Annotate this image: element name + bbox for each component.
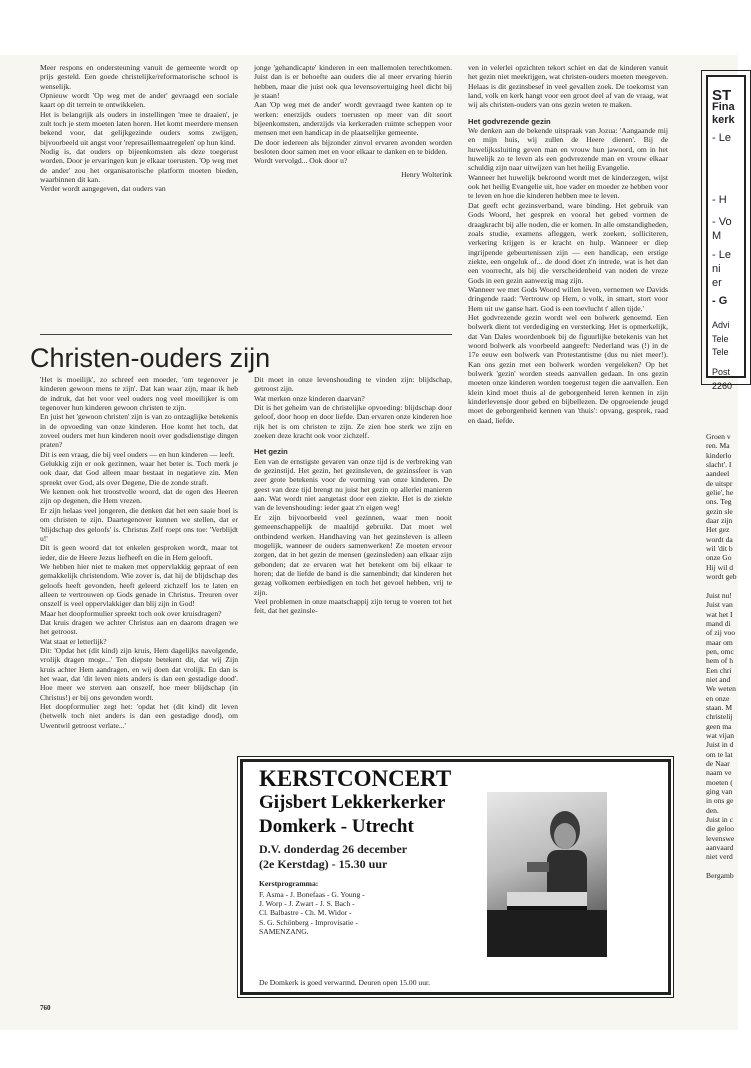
side-column-line: slacht'. I xyxy=(706,460,732,470)
top-column-3 xyxy=(468,63,668,425)
side-column-line: maar om xyxy=(706,637,733,647)
kerstconcert-advert xyxy=(240,759,671,995)
sidebar-box-line: - G xyxy=(712,295,728,307)
top-column-1 xyxy=(40,63,238,331)
paragraph: Het godvrezende gezin wordt wel een bolwerk genoemd. Een bolwerk dient tot verdediging en versterking. Het is opmerkelijk, dat Van Dales woordenboek bij de figuurlijke betekenis van het woord bolwerk als voorbeeld aangeeft: Nederland was (!) in de 17e eeuw een bolwerk van Protestantisme (dus nu niet meer!). Kan ons gezin met een bolwerk worden vergeleken? Op het bolwerk 'gezin' worden steeds aanvallen gedaan. In ons gezin moeten onze kinderen worden toegerust tegen die aanvallen. Een klein kind moet thuis al de geborgenheid leren kennen in zijn kinderlevensje door gebed en bijbellezen. De opgroeiende jeugd moet de geborgenheid kennen van 'thuis': opvang, gesprek, raad en daad, liefde. xyxy=(468,312,668,425)
article-column-1 xyxy=(40,375,238,995)
paragraph: Maar het doopformulier spreekt toch ook over kruisdragen? xyxy=(40,608,222,618)
side-column-line: hem of h xyxy=(706,656,733,666)
side-column-line: Juist van xyxy=(706,600,733,610)
paragraph: Er zijn bijvoorbeeld veel gezinnen, waar men nooit gemeenschappelijk de maaltijd gebruikt. Dat moet wel ontbindend werken. Handhaving van het gezinsleven is alleen mogelijk, wanneer de ouders samenwerken! Ze moeten ervoor zorgen, dat in het gezin de mensen (gezinsleden) aan elkaar zijn gebonden; dat ze ervaren wat het betekent om bij elkaar te horen; dat de liefde de band is die samenbindt; dat kinderen het gezag volkomen eerbiedigen en toch het gevoel hebben, vrij te zijn. xyxy=(254,512,452,597)
sidebar-box-line: Fina xyxy=(712,101,735,113)
side-column-line: wat vijan xyxy=(706,731,735,740)
paragraph: Gelukkig zijn er ook gezinnen, waar het beter is. Toch merk je ook daar, dat God alleen maar bestaat in negatieve zin. Men spreekt over God, als over Degene, Die de zonde straft. xyxy=(40,459,238,487)
paragraph: Het is belangrijk als ouders in instellingen 'mee te draaien', je zult toch je stem moeten laten horen. Het komt meerdere mensen bekend voor, dat gelijkgezinde ouders soms zwijgen, bijvoorbeeld uit angst voor 'represaillemaatregelen' op hun kind. xyxy=(40,109,238,147)
section-divider xyxy=(40,334,452,335)
side-column-line: wordt geb xyxy=(706,572,737,582)
paragraph: Wordt vervolgd... Ook door u? xyxy=(254,156,348,166)
side-column-line: staan. M xyxy=(706,702,733,712)
program-line: F. Asma - J. Bonefaas - G. Young - xyxy=(259,890,365,899)
paragraph: 'Het is moeilijk', zo schreef een moeder, 'om tegenover je kinderen gewoon mens te zijn'. Dat kan waar zijn, maar ik heb de indruk, dat het voor veel ouders nog veel moeilijker is om tegenover hun kinderen gewoon christen te zijn. xyxy=(40,375,238,413)
side-column-line: aanvaard xyxy=(706,843,734,853)
sidebar-box-line: Tele xyxy=(712,347,729,357)
section-heading: Het godvrezende gezin xyxy=(468,116,551,126)
side-column-line: naam ve xyxy=(706,768,732,778)
side-column-line: gezin sle xyxy=(706,506,733,516)
side-column-line xyxy=(706,862,746,871)
sidebar-box-line: - Le xyxy=(712,249,731,261)
side-column-line: We weten xyxy=(706,684,736,694)
paragraph: Een van de ernstigste gevaren van onze tijd is de verbreking van de gezinstijd. Het gezin, het gezinsleven, de gezinssfeer is van zeer grote betekenis voor de vorming van onze kinderen. De geest van deze tijd brengt nu juist het gezin op allerlei manieren aan. Wat wordt niet aangetast door een ziekte. Het is de ziekte van de levenshouding: ieder gaat z'n eigen weg! xyxy=(254,456,452,513)
sidebar-box-line: - Le xyxy=(712,132,731,144)
author-signature: Henry Wolterink xyxy=(401,169,452,179)
paragraph: Veel problemen in onze maatschappij zijn terug te voeren tot het feit, dat het gezinsle- xyxy=(254,596,452,616)
paragraph: Nodig is, dat ouders op bijeenkomsten als deze toegerust worden. Door je ervaringen kun je elkaar toerusten. 'Op weg met de ander' zou het organisatorische platform moeten bieden, waarbinnen dit kan. xyxy=(40,147,238,185)
paragraph: Aan 'Op weg met de ander' wordt gevraagd twee kanten op te werken: enerzijds ouders toerusten op meer van dit soort bijeenkomsten, anderzijds via kerkeraden ruimte scheppen voor mensen met een handicap in de plaatselijke gemeente. xyxy=(254,100,452,138)
paragraph: Het doopformulier zegt het: 'opdat het (dit kind) dit leven (hetwelk toch niet anders is dan een gestadige dood), om Uwentwil getroost verlate...' xyxy=(40,702,238,730)
side-column-line: om te lat xyxy=(706,749,733,759)
advert-venue: Domkerk - Utrecht xyxy=(259,816,414,837)
paragraph: Er zijn helaas veel jongeren, die denken dat het een saaie boel is om christen te zijn. Daartegenover kunnen we stellen, dat er 'blijdschap des geloofs' is. Christus Zelf roept ons toe: 'Verblijdt u!' xyxy=(40,505,238,543)
advert-performer: Gijsbert Lekkerkerker xyxy=(259,792,446,813)
program-line: Cl. Balbastre - Ch. M. Widor - xyxy=(259,908,352,918)
sidebar-box-line: - Vo xyxy=(712,216,732,228)
paragraph: Wanneer we met Gods Woord willen leven, vernemen we Davids dringende raad: 'Vertrouw op Hem, o volk, in smart, stort voor Hem uit uw ganse hart. God is een toevlucht t' allen tijde.' xyxy=(468,284,668,313)
sidebar-box-line: Advi xyxy=(712,320,730,330)
side-column-line: kinderlo xyxy=(706,450,732,460)
paragraph: Meer respons en ondersteuning vanuit de gemeente wordt op prijs gesteld. Een goede christelijke/reformatorische school is wenselijk. xyxy=(40,63,238,91)
side-column-line: en onze xyxy=(706,693,730,703)
advert-time: (2e Kerstdag) - 15.30 uur xyxy=(259,857,388,871)
side-column-line: Het gez xyxy=(706,525,730,535)
sidebar-box-line: er xyxy=(712,277,722,289)
side-column-line: Een chri xyxy=(706,665,732,675)
side-column-line: den. xyxy=(706,805,719,815)
side-column-line: christelij xyxy=(706,712,733,722)
side-column-line: die geloo xyxy=(706,824,735,834)
sidebar-box-line: 2260 xyxy=(712,381,733,391)
side-column-line: onze Go xyxy=(706,553,732,563)
side-column xyxy=(706,432,746,881)
paragraph: Dit is het geheim van de christelijke opvoeding: blijdschap door geloof, door hoop en door liefde. Dan ervaren onze kinderen hoe rijk het is om christen te zijn. Ze zien hoe sterk we zijn en zoeken deze kracht ook voor zichzelf. xyxy=(254,403,452,441)
advert-footer: De Domkerk is goed verwarmd. Deuren open 15.00 uur. xyxy=(259,978,431,987)
side-column-line: gelie', he xyxy=(706,488,734,498)
side-column-line: Groen v xyxy=(706,432,731,441)
paragraph: Dat geeft echt gezinsverband, ware binding. Het gebruik van Gods Woord, het gesprek en vooral het gebed vormen de draagkracht bij alle noden, die er komen. In alle omstandigheden, zoals studie, examens afleggen, werk zoeken, solliciteren, verkering krijgen is er kracht en hulp. Wanneer er diep ingrijpende gebeurtenissen zijn — een handicap, een erstige ziekte, een ongeluk of... de dood doet z'n intrede, wat is het dan een voorrecht, als bij die verscheidenheid van noden de vreze Gods in een gezin aanwezig mag zijn. xyxy=(468,200,668,285)
side-column-line: de uitspr xyxy=(706,478,733,488)
paragraph: Wanneer het huwelijk bekroond wordt met de kinderzegen, wijst ook het heilig Evangelie uit, hoe vader en moeder ze hebben voor te leven en hoe die kinderen hebben mee te leven. xyxy=(468,172,668,201)
paragraph: We denken aan de bekende uitspraak van Jozua: 'Aangaande mij en mijn huis, wij zullen de Heere dienen'. Bij de huwelijkssluiting geven man en vrouw hun jawoord, om in het huwelijk zo te leven als een godvrezende man en vrouw elkaar schuldig zijn naar uitwijzen van het heilig Evangelie. xyxy=(468,126,668,173)
program-line: J. Worp - J. Zwart - J. S. Bach - xyxy=(259,899,355,909)
paragraph: We kennen ook het troostvolle woord, dat de ogen des Heeren zijn op degenen, die Hem vrezen. xyxy=(40,487,238,506)
advert-title: KERSTCONCERT xyxy=(259,766,452,791)
paragraph: Dit is geen woord dat tot enkelen gesproken wordt, maar tot ieder, die de Heere Jezus liefheeft en die in Hem gelooft. xyxy=(40,543,238,562)
side-column-line: Bergamb xyxy=(706,871,734,881)
program-line: SAMENZANG. xyxy=(259,926,309,936)
paragraph: ven in velerlei opzichten tekort schiet en dat de kinderen vanuit het gezin niet meekrijgen, wat christen-ouders moeten meegeven. Helaas is dit gezinsbesef in veel gevallen zoek. De toekomst van land, volk en kerk hangt voor een groot deel af van de vraag, wat wij als christen-ouders van ons gezin weten te maken. xyxy=(468,63,668,110)
article-headline: Christen-ouders zijn xyxy=(30,343,271,373)
program-line: S. G. Schönberg - Improvisatie - xyxy=(259,917,358,927)
side-column-line: Juist in c xyxy=(706,815,734,825)
page-number: 760 xyxy=(40,1004,51,1012)
side-column-line: aandeel xyxy=(706,469,730,479)
side-column-line: Juist in d xyxy=(706,740,734,750)
advert-program-list xyxy=(259,890,365,936)
side-column-line: ren. Ma xyxy=(706,441,730,451)
paragraph: Dit is een vraag, die bij veel ouders — en hun kinderen — leeft. xyxy=(40,449,235,459)
paragraph: Wat merken onze kinderen daarvan? xyxy=(254,393,365,403)
side-column-line: mand di xyxy=(706,618,731,628)
side-column-line: of zij voo xyxy=(706,628,736,638)
paragraph: We hebben hier niet te maken met oppervlakkig gepraat of een gemakkelijk christendom. Wie zover is, dat hij de blijdschap des geloofs heeft gevonden, heeft geleerd zichzelf los te laten en alleen te vertrouwen op Gods genade in Christus. Treuren over onszelf is veel oppervlakkiger dan blij zijn in God! xyxy=(40,561,238,609)
side-column-line: Hij wil d xyxy=(706,562,734,572)
side-column-line: wordt da xyxy=(706,534,733,544)
side-column-line: in ons ge xyxy=(706,796,734,806)
side-column-line: wil 'dit b xyxy=(706,544,733,554)
side-column-line: levenswe xyxy=(706,833,735,843)
advert-program-label: Kerstprogramma: xyxy=(259,879,319,888)
paragraph: Dat kruis dragen we achter Christus aan en daarom dragen we het getroost. xyxy=(40,617,238,637)
side-column-line: pen, omc xyxy=(706,646,734,656)
paragraph: De door iedereen als bijzonder zinvol ervaren avonden worden besloten door samen met en voor elkaar te danken en te bidden. xyxy=(254,137,452,157)
paragraph: Opnieuw wordt 'Op weg met de ander' gevraagd een sociale kaart op dit terrein te ontwikkelen. xyxy=(40,91,238,110)
sidebar-box-line: - H xyxy=(712,194,727,206)
sidebar-box-line: Post xyxy=(712,367,731,377)
side-column-line: wat het I xyxy=(706,609,733,619)
sidebar-box-line: kerk xyxy=(712,114,735,126)
top-column-2 xyxy=(254,63,452,331)
side-column-line: niet and xyxy=(706,674,731,684)
organist-figure-icon xyxy=(487,792,607,957)
side-column-line: Juist nu! xyxy=(706,590,732,600)
side-column-line xyxy=(706,582,746,591)
sidebar-box-line: Tele xyxy=(712,334,729,344)
side-column-line: niet verd xyxy=(706,852,733,862)
paragraph: Dit: 'Opdat het (dit kind) zijn kruis, Hem dagelijks navolgende, vrolijk dragen moge...' Ten diepste betekent dit, dat wij Zijn kruis achter Hem aandragen, en wij doen dat vrolijk. En dan is het waar, dat 'dit leven niets anders is dan een gestadige dood'. Hoe meer we sterven aan onszelf, hoe meer blijdschap (in Christus!) er bij ons gevonden wordt. xyxy=(40,645,238,702)
sidebar-box-line: ni xyxy=(712,263,721,275)
sidebar-box-line: ST xyxy=(712,87,732,104)
section-heading: Het gezin xyxy=(254,447,288,457)
side-column-line: ons. Teg xyxy=(706,497,732,507)
advert-date: D.V. donderdag 26 december xyxy=(259,842,408,856)
side-column-line: ging van xyxy=(706,787,733,797)
organist-photo xyxy=(487,792,607,957)
side-column-line: geen ma xyxy=(706,721,732,731)
paragraph: Wat staat er letterlijk? xyxy=(40,636,107,646)
side-column-line: de Naar xyxy=(706,759,730,769)
paragraph: En juist het 'gewoon christen' zijn is van zo ontzaglijke betekenis in de opvoeding van onze kinderen. Hoe komt het toch, dat zoveel ouders met hun kinderen nooit over godsdienstige dingen praten? xyxy=(40,412,238,450)
paragraph: Verder wordt aangegeven, dat ouders van xyxy=(40,184,166,194)
side-column-line: moeten ( xyxy=(706,777,733,787)
sidebar-box-line: M xyxy=(712,230,722,242)
paragraph: jonge 'gehandicapte' kinderen in een mallemolen terechtkomen. Juist dan is er behoefte aan ouders die al meer ervaring hierin hebben, maar die juist ook qua levensovertuiging heel dicht bij je staan! xyxy=(254,63,452,101)
article-column-2 xyxy=(254,375,452,747)
paragraph: Dit moet in onze levenshouding te vinden zijn: blijdschap, getroost zijn. xyxy=(254,375,452,394)
side-column-line: daar zijn xyxy=(706,516,733,526)
